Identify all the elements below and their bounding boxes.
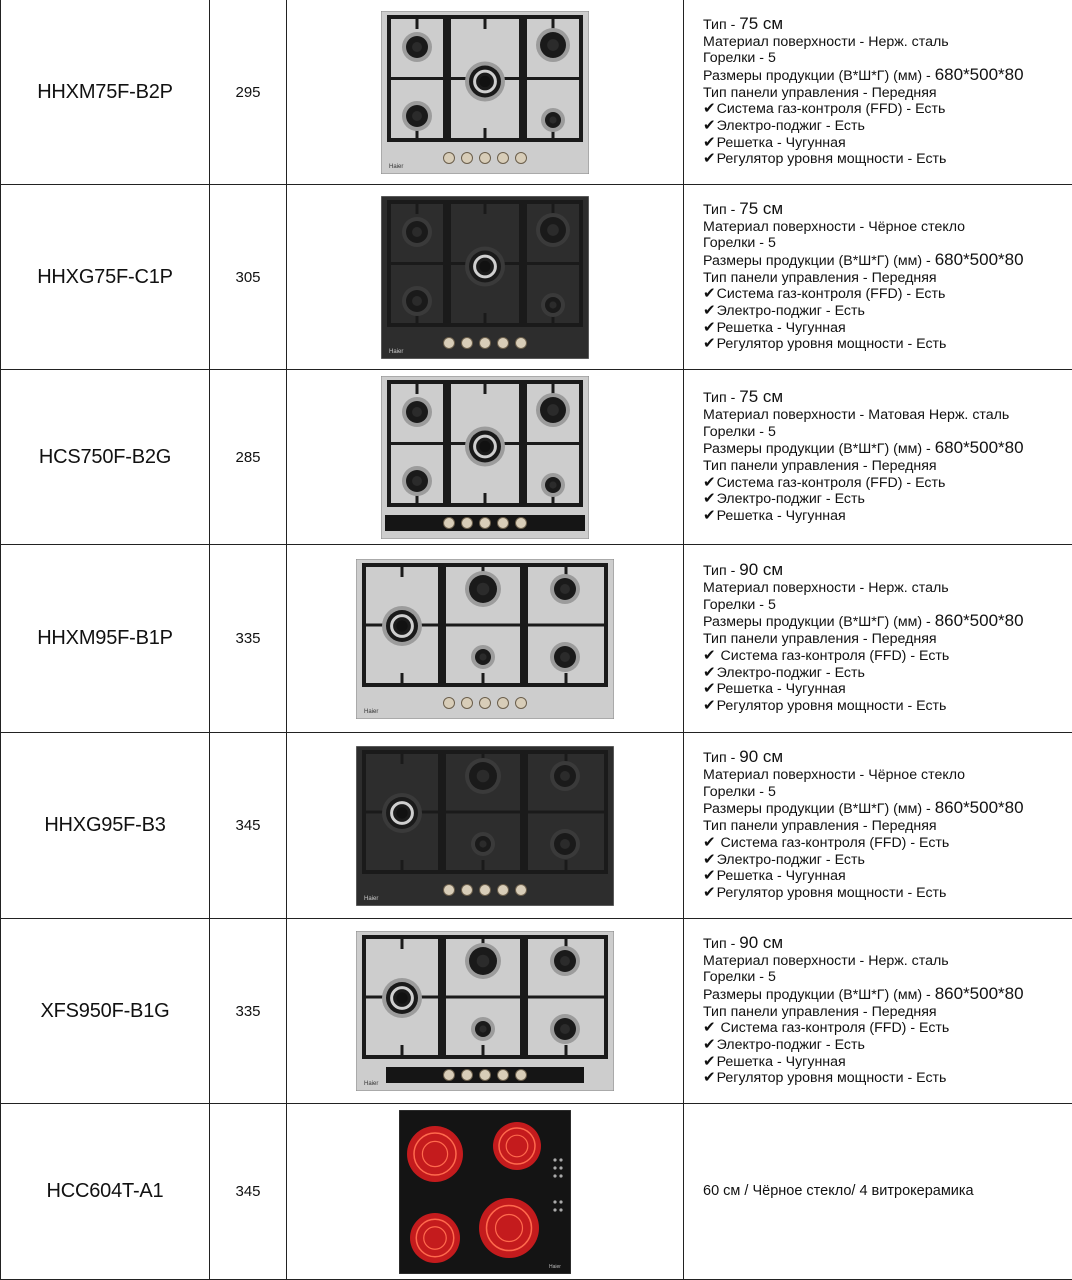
- spec-cell: [684, 919, 1072, 1104]
- burner: [550, 642, 580, 672]
- feature-item: ✔Электро-поджиг - Есть: [703, 117, 865, 135]
- spec-material: Материал поверхности - Чёрное стекло: [703, 767, 966, 784]
- checkmark-icon: ✔: [703, 850, 716, 868]
- feature-item: ✔Регулятор уровня мощности - Есть: [703, 335, 947, 353]
- spec-material: Материал поверхности - Матовая Нерж. сталь: [703, 406, 1010, 423]
- price-value: 285: [235, 448, 261, 466]
- spec-material: Материал поверхности - Нерж. сталь: [703, 580, 949, 597]
- price-value: 345: [235, 1183, 261, 1200]
- spec-burners: Горелки - 5: [703, 235, 776, 252]
- spec-cell: [684, 370, 1072, 545]
- feature-list: [703, 835, 1072, 902]
- checkmark-icon: ✔: [703, 646, 716, 664]
- feature-item: ✔Регулятор уровня мощности - Есть: [703, 696, 947, 714]
- ceramic-zone: [407, 1126, 463, 1182]
- price-cell: [210, 733, 287, 919]
- brand-logo: Haier: [549, 1263, 561, 1270]
- model-name: HCC604T-A1: [46, 1180, 164, 1202]
- burner: [550, 946, 580, 976]
- burner: [402, 286, 432, 316]
- hob-image: [287, 559, 683, 719]
- price-value: 335: [235, 630, 261, 647]
- checkmark-icon: ✔: [703, 696, 716, 714]
- burner: [471, 1017, 495, 1041]
- spec-dimensions: Размеры продукции (В*Ш*Г) (мм) - 680*500*80: [703, 438, 1024, 458]
- spec-type: Тип - 75 см: [703, 13, 784, 33]
- checkmark-icon: ✔: [703, 867, 716, 885]
- hob-image: [287, 931, 683, 1091]
- ceramic-hob-drawing: [399, 1110, 571, 1274]
- product-row: [1, 1104, 1072, 1280]
- checkmark-icon: ✔: [703, 507, 716, 525]
- checkmark-icon: ✔: [703, 150, 716, 168]
- feature-list: [703, 286, 1072, 353]
- gas-hob-drawing: [356, 559, 614, 719]
- ceramic-zone: [479, 1198, 539, 1258]
- checkmark-icon: ✔: [703, 473, 716, 491]
- spec-panel: Тип панели управления - Передняя: [703, 631, 937, 648]
- burner: [536, 393, 570, 427]
- wok-burner: [465, 61, 505, 101]
- spec-block: [703, 749, 1072, 901]
- gas-hob-drawing: [356, 931, 614, 1091]
- price-cell: [210, 185, 287, 370]
- price-value: 305: [235, 268, 261, 286]
- burner: [550, 761, 580, 791]
- feature-item: ✔Решетка - Чугунная: [703, 133, 846, 151]
- spec-cell: [684, 545, 1072, 733]
- hob-image: [287, 746, 683, 906]
- model-cell: [1, 1104, 210, 1280]
- checkmark-icon: ✔: [703, 335, 716, 353]
- feature-item: ✔Электро-поджиг - Есть: [703, 302, 865, 320]
- checkmark-icon: ✔: [703, 318, 716, 336]
- checkmark-icon: ✔: [703, 1052, 716, 1070]
- feature-item: ✔Решетка - Чугунная: [703, 507, 846, 525]
- spec-panel: Тип панели управления - Передняя: [703, 1003, 937, 1020]
- checkmark-icon: ✔: [703, 663, 716, 681]
- feature-item: ✔Решетка - Чугунная: [703, 867, 846, 885]
- brand-logo: Haier: [389, 348, 404, 355]
- ceramic-zone: [493, 1122, 541, 1170]
- feature-item: ✔Решетка - Чугунная: [703, 680, 846, 698]
- model-name: HCS750F-B2G: [38, 445, 172, 468]
- model-cell: [1, 0, 210, 185]
- spec-type: Тип - 90 см: [703, 932, 784, 952]
- price-cell: [210, 0, 287, 185]
- feature-list: [703, 1020, 1072, 1087]
- feature-item: ✔Решетка - Чугунная: [703, 1052, 846, 1070]
- spec-burners: Горелки - 5: [703, 423, 776, 440]
- gas-hob-drawing: [381, 11, 589, 174]
- burner: [550, 574, 580, 604]
- feature-item: ✔Система газ-контроля (FFD) - Есть: [703, 473, 946, 491]
- checkmark-icon: ✔: [703, 1036, 716, 1054]
- spec-block: [703, 198, 1072, 353]
- spec-panel: Тип панели управления - Передняя: [703, 458, 937, 474]
- model-cell: [1, 370, 210, 545]
- spec-dimensions: Размеры продукции (В*Ш*Г) (мм) - 860*500*80: [703, 798, 1024, 818]
- burner: [541, 108, 565, 132]
- wok-burner: [465, 246, 505, 286]
- spec-cell: [684, 0, 1072, 185]
- product-row: [1, 185, 1072, 370]
- spec-cell: [684, 185, 1072, 370]
- model-cell: [1, 545, 210, 733]
- image-cell: [287, 545, 684, 733]
- spec-cell: [684, 1104, 1072, 1280]
- checkmark-icon: ✔: [703, 833, 716, 851]
- model-name: HHXM95F-B1P: [37, 627, 173, 649]
- burner: [536, 213, 570, 247]
- wok-burner: [382, 606, 422, 646]
- spec-type: Тип - 75 см: [703, 198, 784, 218]
- burner: [465, 571, 501, 607]
- feature-item: ✔Регулятор уровня мощности - Есть: [703, 883, 947, 901]
- burner: [536, 28, 570, 62]
- hob-image: [287, 196, 683, 359]
- burner: [550, 1014, 580, 1044]
- product-row: [1, 0, 1072, 185]
- spec-material: Материал поверхности - Чёрное стекло: [703, 218, 966, 235]
- brand-logo: Haier: [364, 1081, 379, 1087]
- feature-list: [703, 648, 1072, 715]
- price-value: 335: [235, 1002, 261, 1020]
- product-table-body: [1, 0, 1072, 1280]
- burner: [465, 758, 501, 794]
- model-cell: [1, 919, 210, 1104]
- feature-item: ✔Электро-поджиг - Есть: [703, 1036, 865, 1054]
- checkmark-icon: ✔: [703, 1069, 716, 1087]
- spec-type: Тип - 90 см: [703, 747, 784, 767]
- spec-type: Тип - 75 см: [703, 387, 784, 407]
- price-cell: [210, 370, 287, 545]
- spec-burners: Горелки - 5: [703, 969, 776, 986]
- image-cell: [287, 185, 684, 370]
- checkmark-icon: ✔: [703, 133, 716, 151]
- spec-type: Тип - 90 см: [703, 560, 784, 580]
- spec-cell: [684, 733, 1072, 919]
- feature-item: ✔Система газ-контроля (FFD) - Есть: [703, 100, 946, 118]
- burner: [541, 473, 565, 497]
- brand-logo: Haier: [364, 708, 379, 715]
- hob-image: [287, 11, 683, 174]
- model-name: HHXG95F-B3: [44, 814, 166, 836]
- spec-burners: Горелки - 5: [703, 50, 776, 67]
- spec-material: Материал поверхности - Нерж. сталь: [703, 952, 949, 969]
- model-name: HHXG75F-C1P: [37, 265, 173, 288]
- product-row: [1, 733, 1072, 919]
- gas-hob-drawing: [356, 746, 614, 906]
- brand-logo: Haier: [364, 895, 379, 902]
- burner: [402, 101, 432, 131]
- spec-burners: Горелки - 5: [703, 596, 776, 613]
- spec-dimensions: Размеры продукции (В*Ш*Г) (мм) - 680*500*80: [703, 64, 1024, 84]
- price-cell: [210, 919, 287, 1104]
- burner: [471, 832, 495, 856]
- price-value: 345: [235, 817, 261, 834]
- spec-summary: 60 см / Чёрное стекло/ 4 витрокерамика: [703, 1183, 974, 1200]
- spec-panel: Тип панели управления - Передняя: [703, 269, 937, 286]
- gas-hob-drawing: [381, 376, 589, 539]
- checkmark-icon: ✔: [703, 117, 716, 135]
- product-row: [1, 919, 1072, 1104]
- spec-block: [703, 932, 1072, 1087]
- price-value: 295: [235, 83, 261, 101]
- image-cell: [287, 919, 684, 1104]
- brand-logo: Haier: [389, 163, 404, 170]
- checkmark-icon: ✔: [703, 1019, 716, 1037]
- spec-burners: Горелки - 5: [703, 783, 776, 800]
- feature-item: ✔ Система газ-контроля (FFD) - Есть: [703, 1019, 950, 1037]
- feature-item: ✔Электро-поджиг - Есть: [703, 663, 865, 681]
- feature-item: ✔Электро-поджиг - Есть: [703, 850, 865, 868]
- image-cell: [287, 0, 684, 185]
- spec-block: [703, 1183, 1072, 1200]
- spec-block: [703, 389, 1072, 525]
- burner: [402, 217, 432, 247]
- checkmark-icon: ✔: [703, 302, 716, 320]
- burner: [402, 397, 432, 427]
- spec-dimensions: Размеры продукции (В*Ш*Г) (мм) - 860*500*80: [703, 611, 1024, 631]
- ceramic-zone: [410, 1213, 460, 1263]
- wok-burner: [382, 793, 422, 833]
- burner: [402, 466, 432, 496]
- burner: [550, 829, 580, 859]
- checkmark-icon: ✔: [703, 680, 716, 698]
- price-cell: [210, 545, 287, 733]
- feature-list: [703, 475, 1072, 525]
- product-row: [1, 545, 1072, 733]
- feature-item: ✔Решетка - Чугунная: [703, 318, 846, 336]
- feature-item: ✔Регулятор уровня мощности - Есть: [703, 1069, 947, 1087]
- feature-list: [703, 101, 1072, 168]
- image-cell: [287, 733, 684, 919]
- hob-image: [287, 1110, 683, 1274]
- feature-item: ✔ Система газ-контроля (FFD) - Есть: [703, 646, 950, 664]
- feature-item: ✔Электро-поджиг - Есть: [703, 490, 865, 508]
- spec-material: Материал поверхности - Нерж. сталь: [703, 33, 949, 50]
- image-cell: [287, 1104, 684, 1280]
- burner: [465, 943, 501, 979]
- spec-panel: Тип панели управления - Передняя: [703, 84, 937, 101]
- checkmark-icon: ✔: [703, 100, 716, 118]
- spec-block: [703, 13, 1072, 168]
- image-cell: [287, 370, 684, 545]
- checkmark-icon: ✔: [703, 285, 716, 303]
- checkmark-icon: ✔: [703, 490, 716, 508]
- gas-hob-drawing: [381, 196, 589, 359]
- model-cell: [1, 733, 210, 919]
- burner: [471, 645, 495, 669]
- spec-block: [703, 562, 1072, 714]
- feature-item: ✔ Система газ-контроля (FFD) - Есть: [703, 833, 950, 851]
- product-row: [1, 370, 1072, 545]
- hob-image: [287, 376, 683, 539]
- burner: [541, 293, 565, 317]
- spec-dimensions: Размеры продукции (В*Ш*Г) (мм) - 860*500*80: [703, 983, 1024, 1003]
- checkmark-icon: ✔: [703, 883, 716, 901]
- feature-item: ✔Регулятор уровня мощности - Есть: [703, 150, 947, 168]
- model-cell: [1, 185, 210, 370]
- wok-burner: [465, 426, 505, 466]
- burner: [402, 32, 432, 62]
- spec-panel: Тип панели управления - Передняя: [703, 818, 937, 835]
- price-cell: [210, 1104, 287, 1280]
- spec-dimensions: Размеры продукции (В*Ш*Г) (мм) - 680*500*80: [703, 249, 1024, 269]
- feature-item: ✔Система газ-контроля (FFD) - Есть: [703, 285, 946, 303]
- model-name: XFS950F-B1G: [40, 999, 170, 1022]
- wok-burner: [382, 978, 422, 1018]
- model-name: HHXM75F-B2P: [37, 80, 173, 103]
